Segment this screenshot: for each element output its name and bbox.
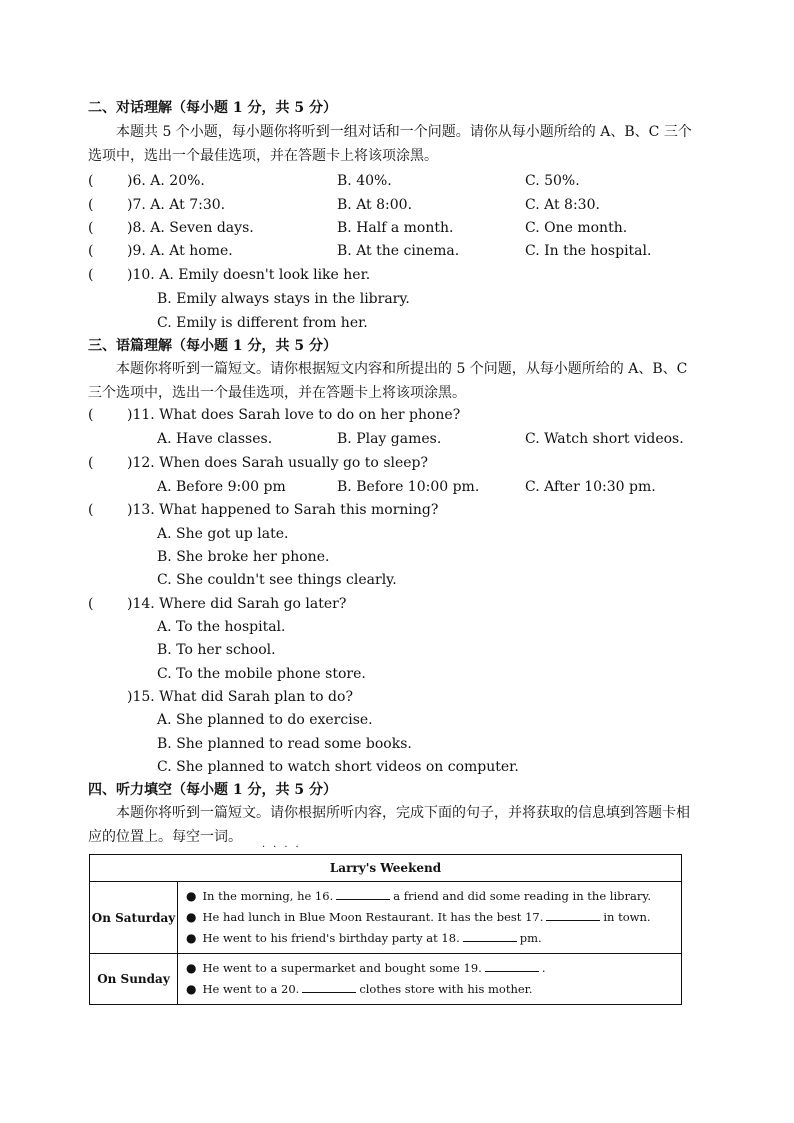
section3-title: 三、语篇理解（每小题 1 分，共 5 分） <box>88 338 337 354</box>
answer-blank-19[interactable] <box>485 960 539 972</box>
option-b[interactable]: B. 40%. <box>337 173 392 189</box>
section4-instructions: 本题你将听到一篇短文。请你根据所听内容，完成下面的句子，并将获取的信息填到答题卡相应的位置上。每空一词。 <box>88 805 690 845</box>
section2-instructions: 本题共 5 个小题，每小题你将听到一组对话和一个问题。请你从每小题所给的 A、B、C 三个选项中，选出一个最佳选项，并在答题卡上将该项涂黑。 <box>88 124 692 164</box>
answer-blank-20[interactable] <box>302 981 356 993</box>
emphasis-dots: ···· <box>262 842 307 853</box>
section4-title: 四、听力填空（每小题 1 分，共 5 分） <box>88 782 337 798</box>
list-item: ● He had lunch in Blue Moon Restaurant. It has the best 17. in town. <box>186 907 681 928</box>
answer-blank-18[interactable] <box>463 930 517 942</box>
section2-title: 二、对话理解（每小题 1 分，共 5 分） <box>88 100 337 116</box>
option-b[interactable]: B. Half a month. <box>337 220 454 236</box>
option-a[interactable]: A. She planned to do exercise. <box>157 712 373 728</box>
option-c[interactable]: C. Watch short videos. <box>525 431 684 447</box>
option-c[interactable]: C. 50%. <box>525 173 580 189</box>
section3-instructions: 本题你将听到一篇短文。请你根据短文内容和所提出的 5 个问题，从每小题所给的 A、B、C 三个选项中，选出一个最佳选项，并在答题卡上将该项涂黑。 <box>88 361 688 401</box>
option-b[interactable]: B. She broke her phone. <box>157 549 330 565</box>
option-a[interactable]: A. To the hospital. <box>157 619 286 635</box>
table-title: Larry's Weekend <box>90 855 682 882</box>
saturday-label: On Saturday <box>90 882 178 954</box>
option-b[interactable]: B. To her school. <box>157 642 276 658</box>
option-b[interactable]: B. Before 10:00 pm. <box>337 479 480 495</box>
option-c[interactable]: C. In the hospital. <box>525 243 652 259</box>
option-c[interactable]: C. To the mobile phone store. <box>157 666 366 682</box>
option-c[interactable]: C. One month. <box>525 220 628 236</box>
option-c[interactable]: C. At 8:30. <box>525 197 600 213</box>
answer-blank-16[interactable] <box>336 888 390 900</box>
sunday-content <box>178 954 682 1005</box>
larrys-weekend-table <box>89 854 682 1005</box>
answer-blank-17[interactable] <box>546 909 600 921</box>
list-item: ● In the morning, he 16. a friend and did some reading in the library. <box>186 886 681 907</box>
list-item: ● He went to a supermarket and bought some 19. . <box>186 958 681 979</box>
sunday-label: On Sunday <box>90 954 178 1005</box>
option-a[interactable]: A. Before 9:00 pm <box>157 479 286 495</box>
option-c[interactable]: C. Emily is different from her. <box>157 315 368 331</box>
option-b[interactable]: B. At the cinema. <box>337 243 460 259</box>
option-b[interactable]: B. At 8:00. <box>337 197 413 213</box>
list-item: ● He went to his friend's birthday party at 18. pm. <box>186 928 681 949</box>
option-b[interactable]: B. Emily always stays in the library. <box>157 291 410 307</box>
option-a[interactable]: A. Have classes. <box>157 431 273 447</box>
saturday-content <box>178 882 682 954</box>
option-a[interactable]: A. She got up late. <box>157 526 289 542</box>
list-item: ● He went to a 20. clothes store with his mother. <box>186 979 681 1000</box>
option-b[interactable]: B. Play games. <box>337 431 442 447</box>
option-b[interactable]: B. She planned to read some books. <box>157 736 412 752</box>
option-c[interactable]: C. She couldn't see things clearly. <box>157 572 397 588</box>
option-c[interactable]: C. She planned to watch short videos on computer. <box>157 759 519 775</box>
option-c[interactable]: C. After 10:30 pm. <box>525 479 656 495</box>
